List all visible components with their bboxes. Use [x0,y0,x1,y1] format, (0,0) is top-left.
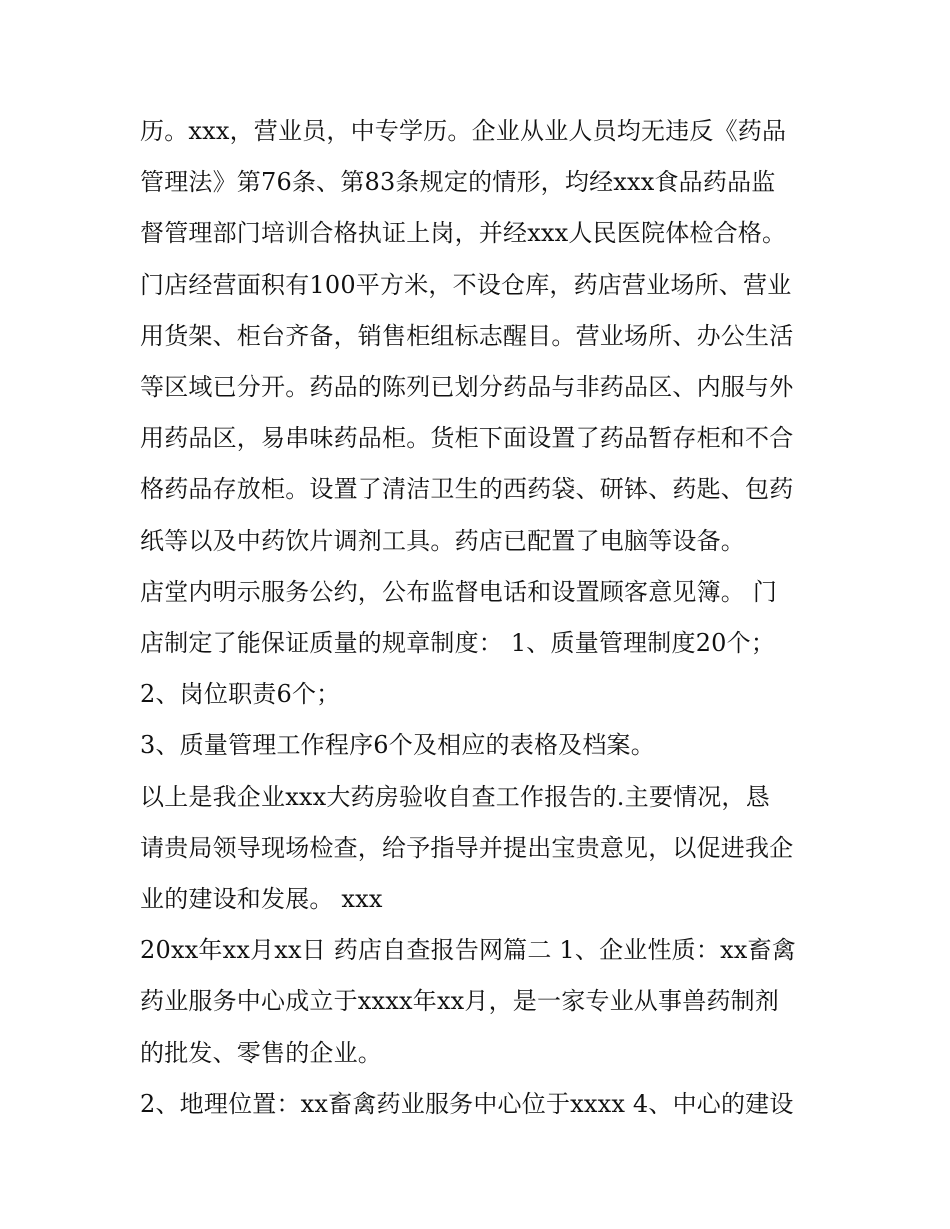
text-line: 2、地理位置：xx畜禽药业服务中心位于xxxx 4、中心的建设 [140,1089,794,1118]
text-line: 用药品区，易串味药品柜。货柜下面设置了药品暂存柜和不合 [140,424,794,453]
text-line: 药业服务中心成立于xxxx年xx月，是一家专业从事兽药制剂 [140,987,780,1016]
text-line: 以上是我企业xxx大药房验收自查工作报告的.主要情况，恳 [140,782,770,811]
text-line: 历。xxx，营业员，中专学历。企业从业人员均无违反《药品 [140,117,787,145]
text-line: 门店经营面积有100平方米，不设仓库，药店营业场所、营业 [140,270,792,299]
text-line: 3、质量管理工作程序6个及相应的表格及档案。 [140,731,655,760]
text-line: 管理法》第76条、第83条规定的情形，均经xxx食品药品监 [140,168,776,197]
text-line: 纸等以及中药饮片调剂工具。药店已配置了电脑等设备。 [140,526,745,555]
document-body [140,106,830,1130]
text-line: 20xx年xx月xx日 药店自查报告网篇二 1、企业性质：xx畜禽 [140,936,796,965]
text-line: 格药品存放柜。设置了清洁卫生的西药袋、研钵、药匙、包药 [140,475,794,504]
text-line: 店堂内明示服务公约，公布监督电话和设置顾客意见簿。 门 [140,577,778,606]
text-line: 督管理部门培训合格执证上岗，并经xxx人民医院体检合格。 [140,219,787,248]
text-line: 请贵局领导现场检查，给予指导并提出宝贵意见，以促进我企 [140,833,794,862]
text-line: 店制定了能保证质量的规章制度： 1、质量管理制度20个； [140,629,776,658]
text-line: 等区域已分开。药品的陈列已划分药品与非药品区、内服与外 [140,373,794,402]
text-line: 2、岗位职责6个； [140,680,341,709]
text-line: 用货架、柜台齐备，销售柜组标志醒目。营业场所、办公生活 [140,321,794,350]
text-line: 的批发、零售的企业。 [140,1038,382,1067]
text-line: 业的建设和发展。 xxx [140,885,383,914]
